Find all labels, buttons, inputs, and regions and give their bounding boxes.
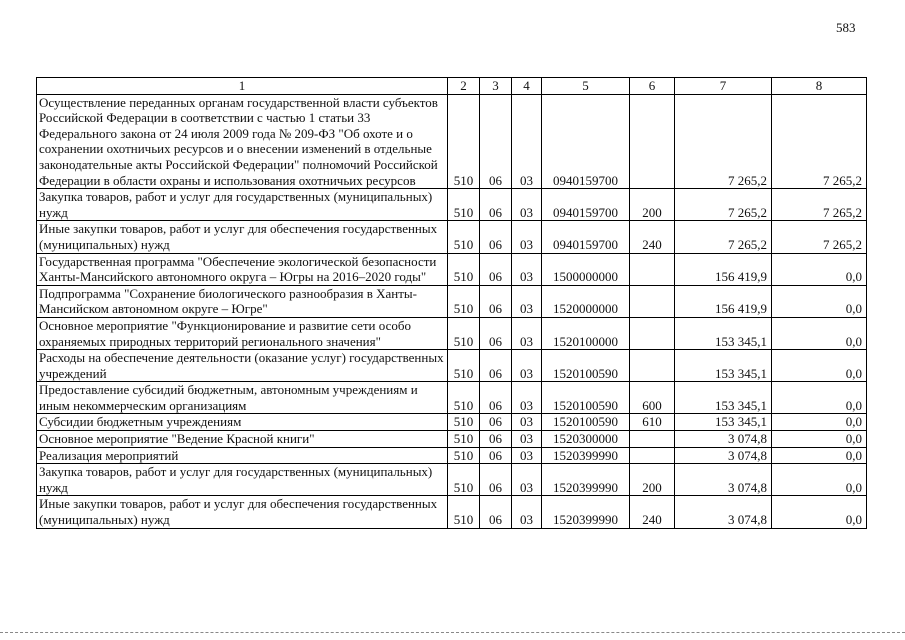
code-ministry: 510 [448, 285, 480, 317]
code-target-article: 1520399990 [542, 496, 630, 528]
table-row [37, 350, 867, 382]
code-expense-type [630, 317, 675, 349]
column-header: 6 [630, 78, 675, 95]
amount-year-2: 0,0 [772, 447, 867, 464]
column-header: 3 [480, 78, 512, 95]
code-subsection: 03 [512, 414, 542, 431]
column-header: 5 [542, 78, 630, 95]
code-target-article: 1520100000 [542, 317, 630, 349]
amount-year-2: 7 265,2 [772, 94, 867, 189]
code-ministry: 510 [448, 221, 480, 253]
table-row [37, 447, 867, 464]
row-description: Иные закупки товаров, работ и услуг для обеспечения государственных (муниципальных) нужд [37, 221, 448, 253]
code-section: 06 [480, 464, 512, 496]
row-description: Государственная программа "Обеспечение экологической безопасности Ханты-Мансийского автономного округа – Югры на 2016–2020 годы" [37, 253, 448, 285]
code-section: 06 [480, 431, 512, 448]
code-target-article: 1500000000 [542, 253, 630, 285]
code-expense-type [630, 253, 675, 285]
amount-year-1: 7 265,2 [675, 189, 772, 221]
table-row [37, 414, 867, 431]
amount-year-2: 0,0 [772, 350, 867, 382]
amount-year-1: 7 265,2 [675, 94, 772, 189]
table-row [37, 317, 867, 349]
budget-table [36, 77, 867, 529]
column-header: 8 [772, 78, 867, 95]
code-subsection: 03 [512, 253, 542, 285]
code-expense-type: 240 [630, 496, 675, 528]
code-section: 06 [480, 496, 512, 528]
code-expense-type: 610 [630, 414, 675, 431]
code-expense-type [630, 350, 675, 382]
column-header: 7 [675, 78, 772, 95]
code-ministry: 510 [448, 94, 480, 189]
table-row [37, 221, 867, 253]
amount-year-2: 7 265,2 [772, 221, 867, 253]
table-row [37, 464, 867, 496]
code-expense-type: 240 [630, 221, 675, 253]
code-subsection: 03 [512, 94, 542, 189]
amount-year-1: 3 074,8 [675, 464, 772, 496]
code-subsection: 03 [512, 431, 542, 448]
amount-year-1: 156 419,9 [675, 285, 772, 317]
code-ministry: 510 [448, 414, 480, 431]
code-section: 06 [480, 94, 512, 189]
row-description: Субсидии бюджетным учреждениям [37, 414, 448, 431]
table-row [37, 496, 867, 528]
row-description: Предоставление субсидий бюджетным, автономным учреждениям и иным некоммерческим организациям [37, 382, 448, 414]
code-subsection: 03 [512, 350, 542, 382]
code-expense-type: 200 [630, 464, 675, 496]
code-target-article: 1520000000 [542, 285, 630, 317]
code-section: 06 [480, 253, 512, 285]
row-description: Реализация мероприятий [37, 447, 448, 464]
amount-year-1: 3 074,8 [675, 431, 772, 448]
amount-year-1: 153 345,1 [675, 317, 772, 349]
amount-year-1: 153 345,1 [675, 414, 772, 431]
code-target-article: 1520100590 [542, 350, 630, 382]
code-target-article: 1520100590 [542, 414, 630, 431]
code-expense-type: 200 [630, 189, 675, 221]
table-row [37, 253, 867, 285]
amount-year-1: 153 345,1 [675, 382, 772, 414]
row-description: Иные закупки товаров, работ и услуг для обеспечения государственных (муниципальных) нужд [37, 496, 448, 528]
code-ministry: 510 [448, 464, 480, 496]
row-description: Расходы на обеспечение деятельности (оказание услуг) государственных учреждений [37, 350, 448, 382]
code-section: 06 [480, 221, 512, 253]
row-description: Основное мероприятие "Ведение Красной книги" [37, 431, 448, 448]
code-subsection: 03 [512, 382, 542, 414]
amount-year-2: 0,0 [772, 317, 867, 349]
amount-year-2: 7 265,2 [772, 189, 867, 221]
code-section: 06 [480, 414, 512, 431]
code-expense-type [630, 447, 675, 464]
table-row [37, 285, 867, 317]
amount-year-2: 0,0 [772, 414, 867, 431]
column-header: 2 [448, 78, 480, 95]
table-header-row [37, 78, 867, 95]
code-subsection: 03 [512, 221, 542, 253]
code-section: 06 [480, 189, 512, 221]
code-section: 06 [480, 317, 512, 349]
amount-year-1: 3 074,8 [675, 447, 772, 464]
amount-year-2: 0,0 [772, 431, 867, 448]
code-target-article: 1520300000 [542, 431, 630, 448]
column-header: 1 [37, 78, 448, 95]
code-subsection: 03 [512, 447, 542, 464]
code-subsection: 03 [512, 496, 542, 528]
code-ministry: 510 [448, 382, 480, 414]
amount-year-1: 156 419,9 [675, 253, 772, 285]
amount-year-2: 0,0 [772, 253, 867, 285]
column-header: 4 [512, 78, 542, 95]
row-description: Подпрограмма "Сохранение биологического разнообразия в Ханты-Мансийском автономном округе – Югре" [37, 285, 448, 317]
code-ministry: 510 [448, 431, 480, 448]
code-ministry: 510 [448, 189, 480, 221]
amount-year-1: 7 265,2 [675, 221, 772, 253]
code-subsection: 03 [512, 285, 542, 317]
code-expense-type [630, 431, 675, 448]
code-ministry: 510 [448, 253, 480, 285]
row-description: Осуществление переданных органам государственной власти субъектов Российской Федерации в соответствии с частью 1 статьи 33 Федерального закона от 24 июля 2009 года № 209-ФЗ "Об охоте и о сохранении охотничьих ресурсов и о внесении изменений в отдельные законодательные акты Российской Федерации" полномочий Российской Федерации в области охраны и использования охотничьих ресурсов [37, 94, 448, 189]
code-section: 06 [480, 382, 512, 414]
code-ministry: 510 [448, 496, 480, 528]
code-target-article: 0940159700 [542, 221, 630, 253]
page-number: 583 [836, 20, 856, 35]
code-section: 06 [480, 350, 512, 382]
code-target-article: 1520399990 [542, 447, 630, 464]
row-description: Закупка товаров, работ и услуг для государственных (муниципальных) нужд [37, 189, 448, 221]
amount-year-2: 0,0 [772, 285, 867, 317]
code-expense-type [630, 285, 675, 317]
code-section: 06 [480, 447, 512, 464]
amount-year-2: 0,0 [772, 496, 867, 528]
amount-year-2: 0,0 [772, 382, 867, 414]
code-subsection: 03 [512, 464, 542, 496]
amount-year-1: 3 074,8 [675, 496, 772, 528]
code-ministry: 510 [448, 350, 480, 382]
code-expense-type: 600 [630, 382, 675, 414]
code-target-article: 1520100590 [542, 382, 630, 414]
code-subsection: 03 [512, 317, 542, 349]
amount-year-2: 0,0 [772, 464, 867, 496]
table-row [37, 431, 867, 448]
amount-year-1: 153 345,1 [675, 350, 772, 382]
code-section: 06 [480, 285, 512, 317]
code-subsection: 03 [512, 189, 542, 221]
code-target-article: 0940159700 [542, 189, 630, 221]
code-ministry: 510 [448, 317, 480, 349]
row-description: Закупка товаров, работ и услуг для государственных (муниципальных) нужд [37, 464, 448, 496]
code-target-article: 1520399990 [542, 464, 630, 496]
code-ministry: 510 [448, 447, 480, 464]
table-row [37, 189, 867, 221]
code-target-article: 0940159700 [542, 94, 630, 189]
table-row [37, 382, 867, 414]
scan-edge-line [0, 632, 905, 633]
row-description: Основное мероприятие "Функционирование и развитие сети особо охраняемых природных территорий регионального значения" [37, 317, 448, 349]
table-row [37, 94, 867, 189]
code-expense-type [630, 94, 675, 189]
